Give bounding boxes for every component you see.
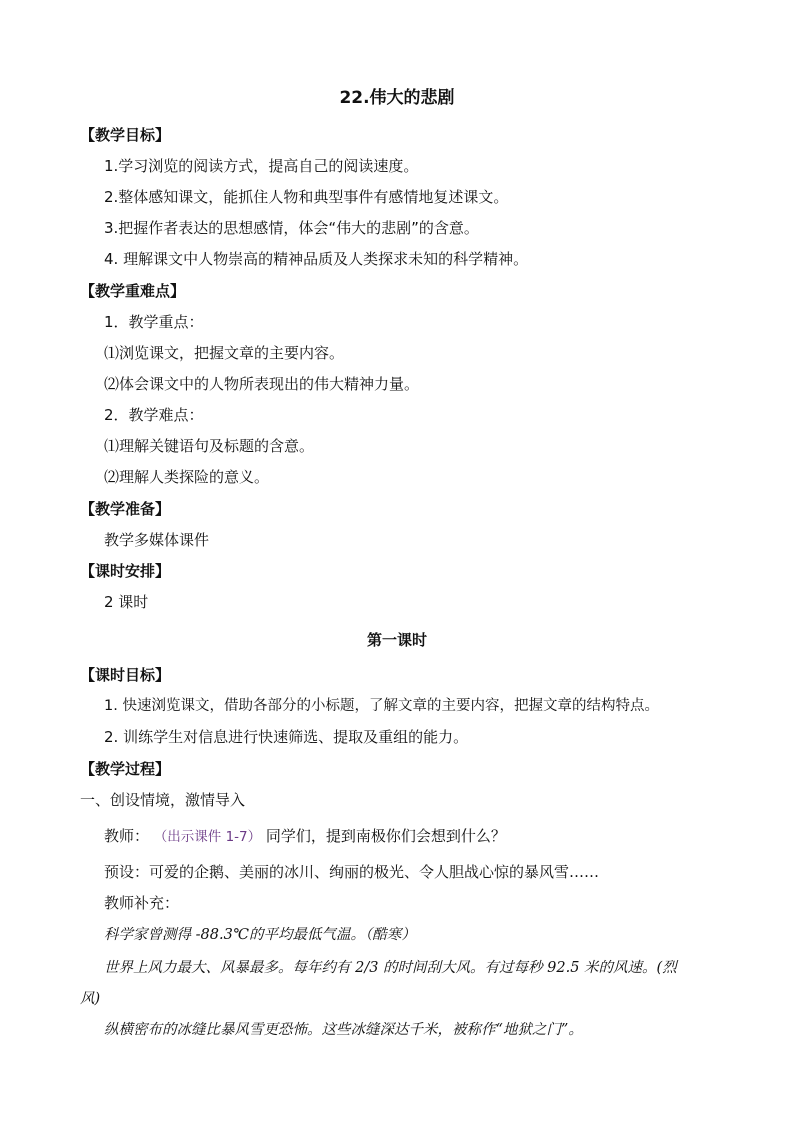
fact-cold: 科学家曾测得 -88.3℃的平均最低气温。（酷寒）	[104, 927, 416, 943]
teacher-line	[104, 826, 506, 847]
fact-wind: 世界上风力最大、风暴最多。每年约有 2/3 的时间刮大风。有过每秒 92.5 米的风速。(烈	[104, 960, 677, 976]
goal-item-3: 3.把握作者表达的思想感情，体会“伟大的悲剧”的含意。	[104, 219, 479, 237]
section-heading-preparation: 【教学准备】	[80, 500, 171, 518]
difficulty-item-2: ⑵理解人类探险的意义。	[104, 468, 270, 486]
section-heading-goals: 【教学目标】	[80, 126, 171, 144]
section-heading-schedule: 【课时安排】	[80, 562, 171, 580]
teacher-supplement: 教师补充：	[104, 894, 180, 912]
section-heading-lesson-goals: 【课时目标】	[80, 666, 171, 684]
goal-item-1: 1.学习浏览的阅读方式，提高自己的阅读速度。	[104, 157, 419, 175]
goal-item-2: 2.整体感知课文，能抓住人物和典型事件有感情地复述课文。	[104, 188, 509, 206]
lesson-goal-2: 2. 训练学生对信息进行快速筛选、提取及重组的能力。	[104, 728, 469, 746]
lesson-goal-1: 1. 快速浏览课文，借助各部分的小标题，了解文章的主要内容，把握文章的结构特点。	[104, 698, 659, 714]
section-heading-keypoints: 【教学重难点】	[80, 282, 186, 300]
goal-item-4: 4. 理解课文中人物崇高的精神品质及人类探求未知的科学精神。	[104, 250, 529, 268]
difficulty-item-1: ⑴理解关键语句及标题的含意。	[104, 437, 315, 455]
section-heading-process: 【教学过程】	[80, 760, 171, 778]
focus-item-2: ⑵体会课文中的人物所表现出的伟大精神力量。	[104, 375, 420, 393]
teacher-question: 同学们，提到南极你们会想到什么？	[265, 827, 506, 845]
lesson1-title: 第一课时	[366, 631, 427, 649]
preparation-text: 教学多媒体课件	[104, 531, 210, 549]
preset-answer: 预设：可爱的企鹅、美丽的冰川、绚丽的极光、令人胆战心惊的暴风雪……	[104, 863, 600, 881]
teacher-label: 教师：	[104, 827, 150, 845]
difficulty-label: 2．教学难点：	[104, 406, 204, 424]
focus-item-1: ⑴浏览课文，把握文章的主要内容。	[104, 344, 345, 362]
step-heading-1: 一、创设情境，激情导入	[80, 791, 246, 809]
schedule-text: 2 课时	[104, 593, 149, 611]
courseware-note: （出示课件 1-7）	[153, 829, 262, 845]
fact-wind-tail: 风)	[80, 991, 101, 1007]
document-title: 22.伟大的悲剧	[339, 88, 455, 108]
fact-crevasse: 纵横密布的冰缝比暴风雪更恐怖。这些冰缝深达千米，被称作“地狱之门”。	[104, 1022, 583, 1038]
focus-label: 1．教学重点：	[104, 313, 204, 331]
